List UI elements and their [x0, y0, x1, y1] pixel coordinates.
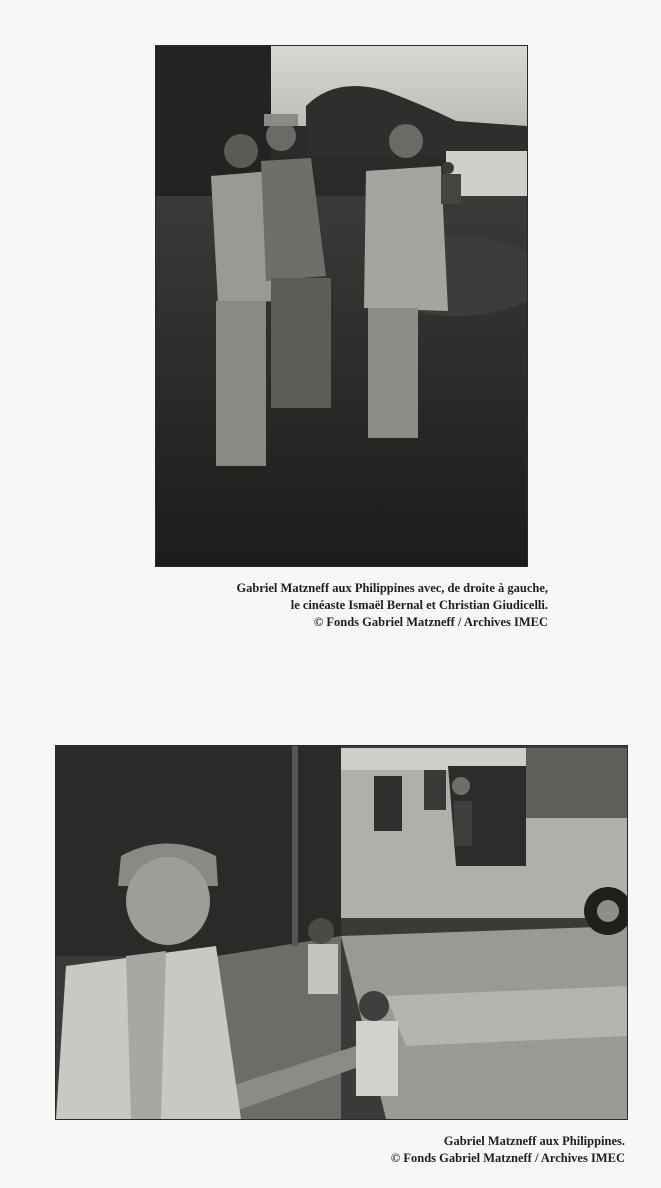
caption-line: Gabriel Matzneff aux Philippines avec, de droite à gauche, — [236, 581, 548, 595]
photo-caption-2 — [391, 1133, 625, 1167]
caption-credit: © Fonds Gabriel Matzneff / Archives IMEC — [390, 1151, 625, 1165]
photo-man-with-jeepney — [55, 745, 628, 1120]
caption-line: Gabriel Matzneff aux Philippines. — [443, 1134, 625, 1148]
photo-three-men-riverside — [155, 45, 528, 567]
caption-credit: © Fonds Gabriel Matzneff / Archives IMEC — [313, 615, 548, 629]
caption-line: le cinéaste Ismaël Bernal et Christian Giudicelli. — [290, 598, 548, 612]
photo-caption-1 — [236, 580, 548, 631]
